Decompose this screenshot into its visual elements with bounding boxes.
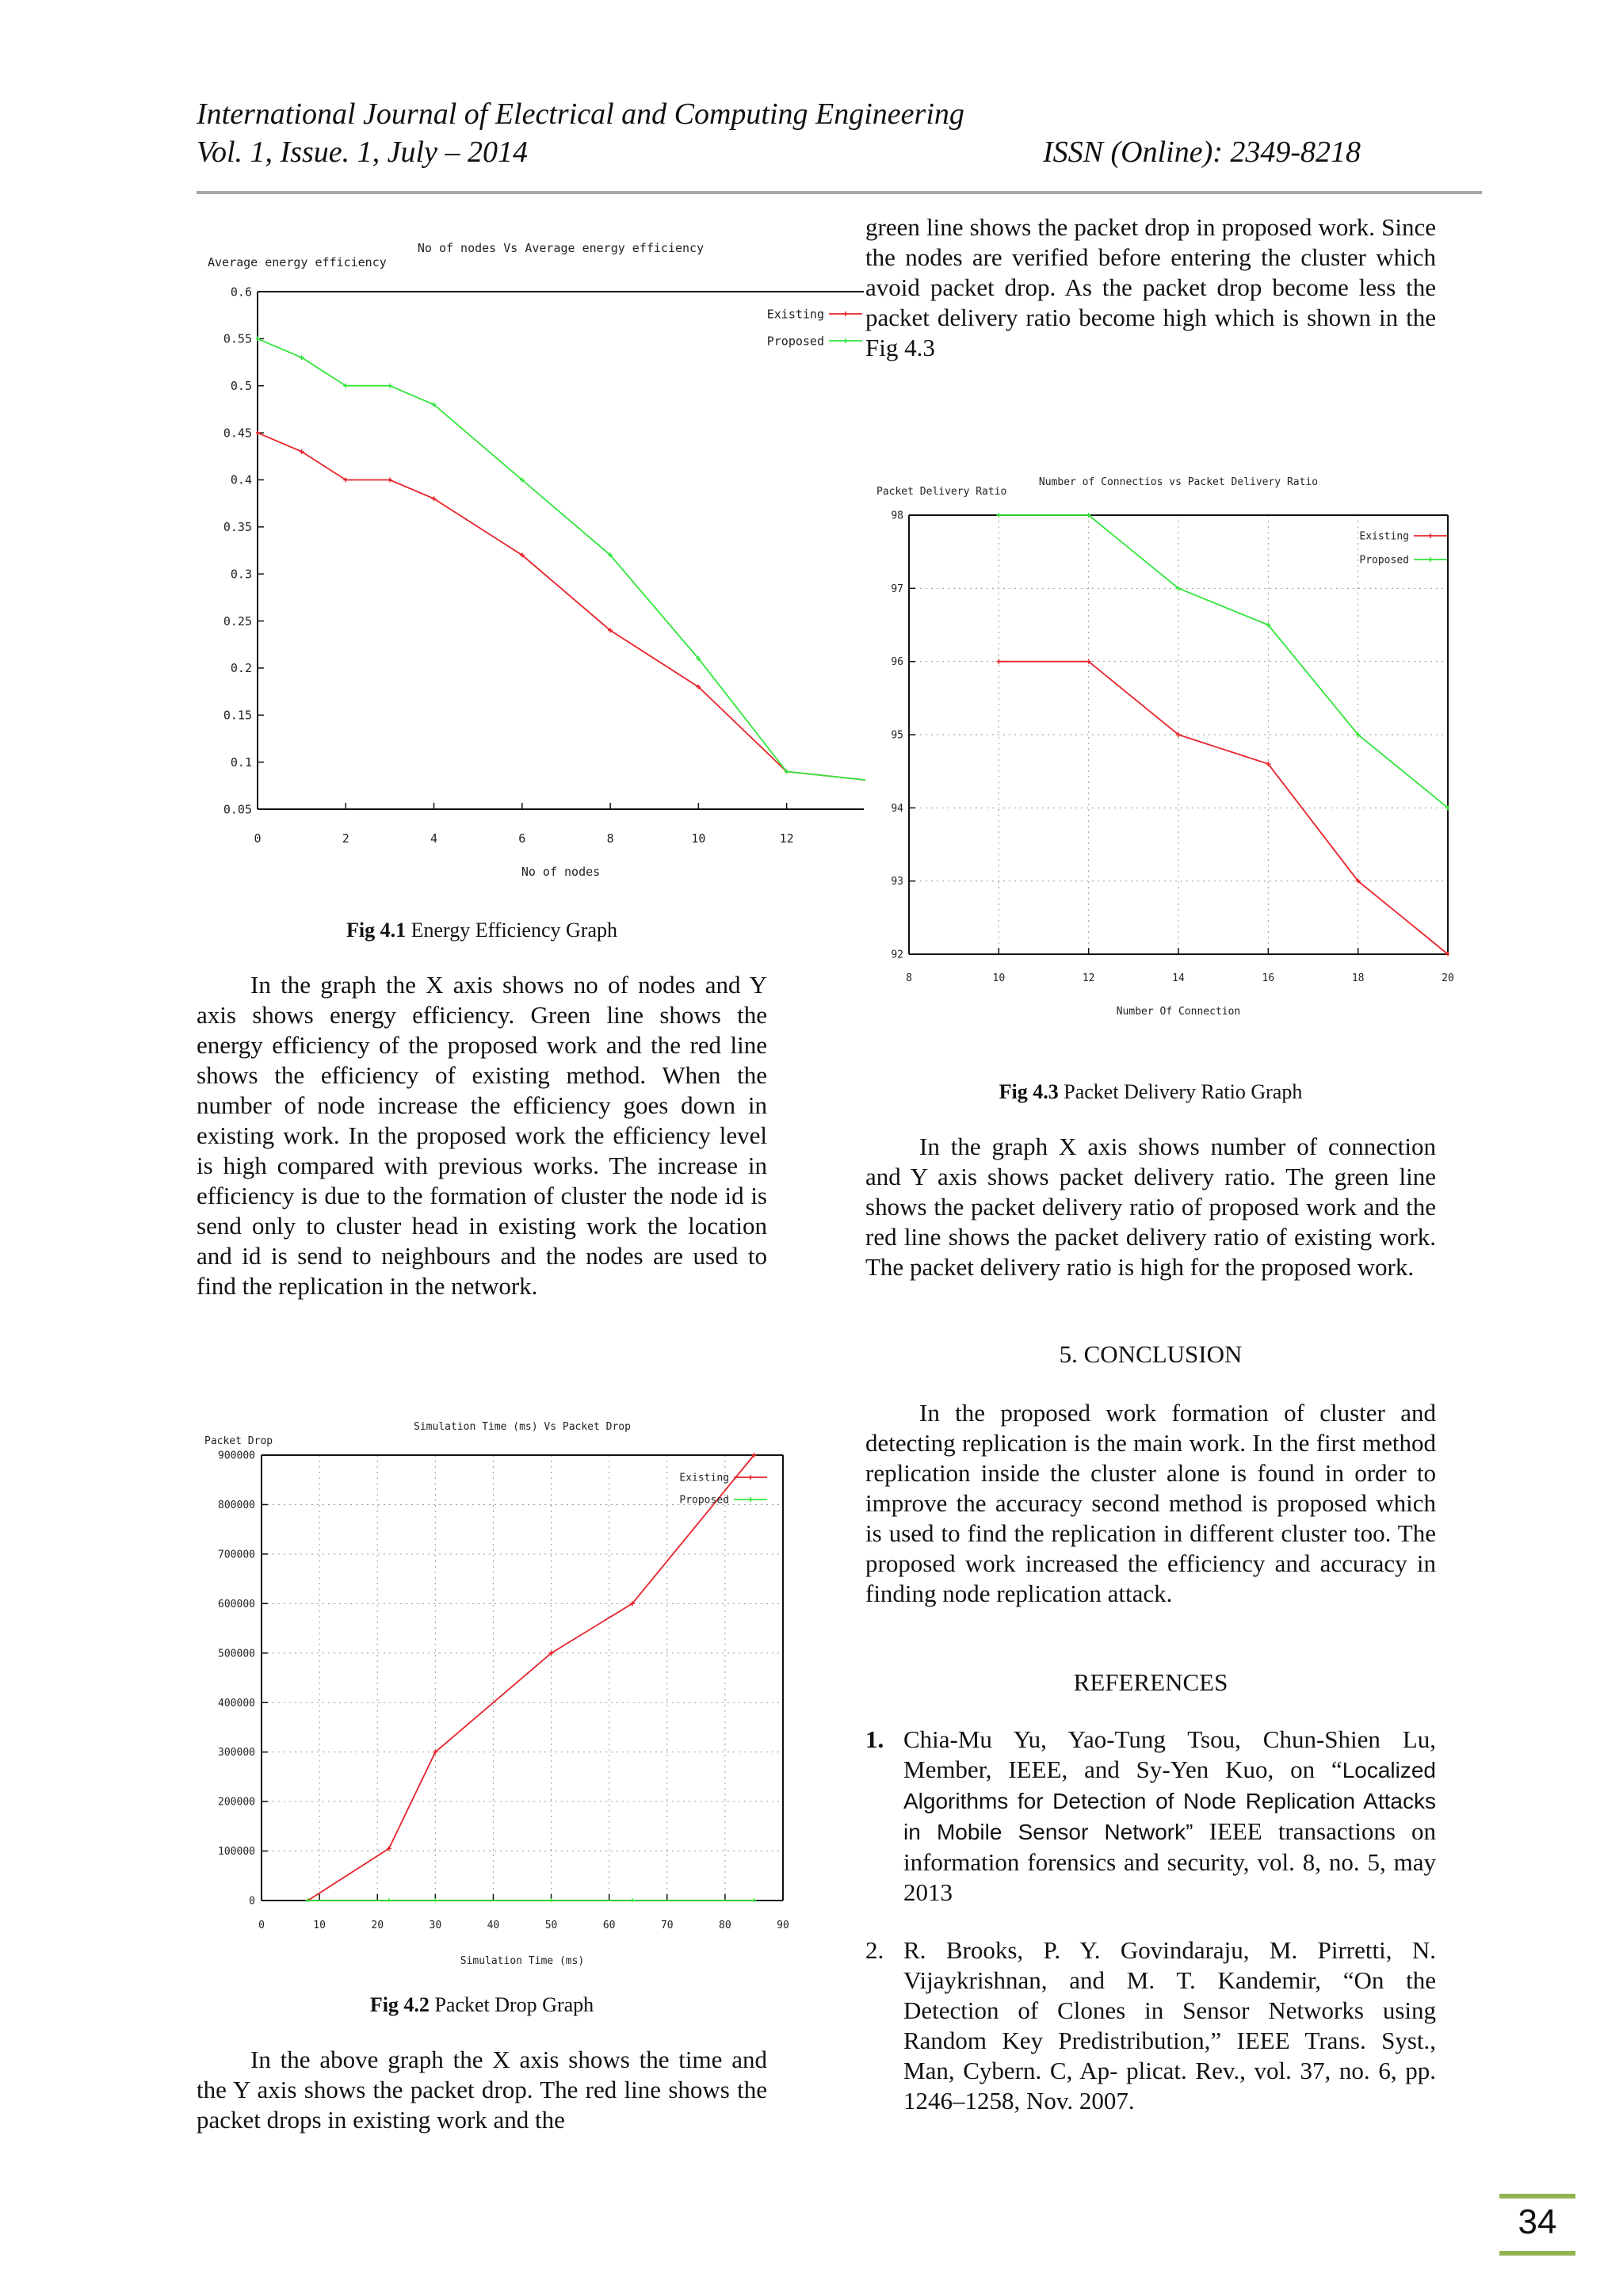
page-number-rule-bottom bbox=[1499, 2251, 1575, 2256]
data-point-proposed bbox=[549, 1898, 554, 1903]
x-tick-label: 0 bbox=[254, 831, 262, 846]
chart-title: Number of Connectios vs Packet Delivery Ratio bbox=[1038, 476, 1319, 488]
chart-svg bbox=[865, 468, 1468, 1022]
series-line-proposed bbox=[258, 338, 865, 781]
series-group bbox=[305, 1453, 756, 1903]
x-tick-label: 8 bbox=[606, 831, 614, 846]
y-tick-label: 0.05 bbox=[223, 802, 252, 817]
x-tick-label: 30 bbox=[429, 1920, 442, 1931]
x-tick-label: 60 bbox=[602, 1920, 616, 1931]
legend-label-proposed: Proposed bbox=[679, 1494, 729, 1507]
chart-title: Simulation Time (ms) Vs Packet Drop bbox=[414, 1421, 631, 1433]
reference-number: 1. bbox=[865, 1725, 884, 1753]
y-tick-label: 96 bbox=[891, 656, 903, 669]
x-axis-label: Number Of Connection bbox=[1116, 1006, 1241, 1018]
fig41-caption bbox=[197, 918, 767, 943]
series-line-existing bbox=[999, 662, 1448, 954]
energy-efficiency-chart bbox=[200, 208, 865, 904]
pdr-paragraph: In the graph X axis shows number of connection and Y axis shows packet delivery ratio. The green line shows the packet delivery ratio of proposed work and the red line shows the packet delivery ratio of existing work. The packet delivery ratio is high for the proposed work. bbox=[865, 1133, 1436, 1281]
y-tick-label: 0.55 bbox=[223, 331, 252, 346]
y-tick-label: 600000 bbox=[218, 1598, 255, 1610]
data-point-proposed bbox=[387, 1898, 391, 1903]
x-tick-label: 12 bbox=[1082, 972, 1095, 984]
chart-svg bbox=[200, 208, 865, 904]
data-point-proposed bbox=[255, 336, 260, 341]
legend-label-proposed: Proposed bbox=[766, 334, 824, 349]
x-tick-label: 2 bbox=[342, 831, 349, 846]
energy-paragraph: In the graph the X axis shows no of nodes and Y axis shows energy efficiency. Green line shows the energy efficiency of the proposed work and the red line shows the efficiency of existing method. When the number of node increase the efficiency goes down in existing work. In the proposed work the efficiency level is high compared with previous works. The increase in efficiency is due to the formation of cluster the node id is send only to cluster head in existing work the location and id is send to neighbours and the nodes are used to find the replication in the network. bbox=[197, 971, 767, 1300]
legend-label-existing: Existing bbox=[1359, 530, 1409, 543]
fig42-caption bbox=[197, 1992, 767, 2018]
fig41-label: Fig 4.1 bbox=[346, 919, 407, 942]
journal-issn: ISSN (Online): 2349-8218 bbox=[1043, 136, 1361, 169]
y-tick-label: 95 bbox=[891, 729, 903, 742]
y-axis-label: Packet Drop bbox=[204, 1435, 273, 1447]
fig43-label: Fig 4.3 bbox=[999, 1080, 1059, 1103]
y-tick-label: 92 bbox=[891, 949, 903, 961]
fig42-label: Fig 4.2 bbox=[369, 1993, 430, 2016]
y-axis-label: Average energy efficiency bbox=[208, 255, 387, 269]
legend-marker-existing bbox=[748, 1475, 753, 1480]
y-tick-label: 0.1 bbox=[230, 755, 252, 770]
x-tick-label: 0 bbox=[258, 1920, 265, 1931]
packet-drop-paragraph-continued: green line shows the packet drop in proposed work. Since the nodes are verified before entering the cluster which avoid packet drop. As the packet drop become less the packet delivery ratio become high which is shown in the Fig 4.3 bbox=[865, 213, 1436, 361]
y-tick-label: 94 bbox=[891, 802, 903, 815]
conclusion-paragraph: In the proposed work formation of cluster and detecting replication is the main work. In the first method replication inside the cluster alone is found in order to improve the accuracy second method is proposed which is used to find the replication in different cluster too. The proposed work increased the efficiency and accuracy in finding node replication attack. bbox=[865, 1399, 1436, 1607]
y-tick-label: 0.15 bbox=[223, 708, 252, 723]
reference-authors: Chia-Mu Yu, Yao-Tung Tsou, Chun-Shien Lu, Member, IEEE, and Sy-Yen Kuo, on “ bbox=[903, 1725, 1436, 1783]
journal-title: International Journal of Electrical and Computing Engineering bbox=[197, 97, 964, 131]
x-tick-label: 18 bbox=[1351, 972, 1365, 984]
y-tick-label: 300000 bbox=[218, 1747, 255, 1759]
x-tick-label: 6 bbox=[518, 831, 526, 846]
legend-marker-proposed bbox=[1428, 557, 1433, 562]
y-tick-label: 0.4 bbox=[230, 472, 252, 487]
y-tick-label: 0.35 bbox=[223, 520, 252, 535]
y-tick-label: 700000 bbox=[218, 1549, 255, 1561]
series-group bbox=[255, 336, 865, 783]
x-tick-label: 8 bbox=[906, 972, 912, 984]
series-line-existing bbox=[308, 1455, 754, 1901]
y-tick-label: 0.2 bbox=[230, 661, 252, 676]
y-tick-label: 0.6 bbox=[230, 285, 252, 300]
y-tick-label: 97 bbox=[891, 583, 903, 595]
references-heading: REFERENCES bbox=[1073, 1668, 1228, 1696]
packet-drop-paragraph: In the above graph the X axis shows the time and the Y axis shows the packet drop. The red line shows the packet drops in existing work and the bbox=[197, 2046, 767, 2134]
x-axis-label: Simulation Time (ms) bbox=[460, 1955, 585, 1967]
reference-text: R. Brooks, P. Y. Govindaraju, M. Pirretti, N. Vijaykrishnan, and M. T. Kandemir, “On the Detection of Clones in Sensor Networks using Random Key Predistribution,” IEEE Trans. Syst., Man, Cybern. C, Ap- plicat. Rev., vol. 37, no. 6, pp. 1246–1258, Nov. 2007. bbox=[903, 1936, 1436, 2115]
y-tick-label: 0.3 bbox=[230, 567, 252, 582]
data-point-existing bbox=[388, 477, 392, 482]
y-tick-label: 0.45 bbox=[223, 426, 252, 441]
y-axis-label: Packet Delivery Ratio bbox=[876, 486, 1007, 498]
x-tick-label: 20 bbox=[371, 1920, 384, 1931]
x-tick-label: 4 bbox=[430, 831, 438, 846]
y-tick-label: 100000 bbox=[218, 1846, 255, 1859]
series-line-existing bbox=[258, 433, 865, 781]
y-tick-label: 93 bbox=[891, 876, 903, 888]
journal-volume: Vol. 1, Issue. 1, July – 2014 bbox=[197, 136, 528, 169]
reference-title: Localized Algorithms for Detection of Node Replication Attacks in Mobile Sensor Network” bbox=[903, 1758, 1436, 1844]
data-point-proposed bbox=[388, 384, 392, 388]
y-tick-label: 800000 bbox=[218, 1499, 255, 1511]
chart-svg bbox=[200, 1408, 790, 1972]
x-tick-label: 16 bbox=[1262, 972, 1275, 984]
data-point-existing bbox=[255, 430, 260, 435]
x-tick-label: 12 bbox=[779, 831, 794, 846]
x-tick-label: 10 bbox=[691, 831, 706, 846]
legend-marker-proposed bbox=[843, 338, 848, 343]
header-rule bbox=[197, 191, 1482, 194]
y-tick-label: 500000 bbox=[218, 1648, 255, 1660]
x-tick-label: 20 bbox=[1442, 972, 1454, 984]
legend-marker-proposed bbox=[748, 1497, 753, 1502]
fig42-caption-text: Packet Drop Graph bbox=[429, 1993, 594, 2016]
reference-number: 2. bbox=[865, 1936, 884, 1964]
reference-item bbox=[865, 1935, 1436, 2116]
fig41-caption-text: Energy Efficiency Graph bbox=[406, 919, 617, 942]
data-point-existing bbox=[996, 659, 1001, 664]
data-point-proposed bbox=[996, 513, 1001, 518]
data-point-proposed bbox=[751, 1898, 756, 1903]
y-tick-label: 0 bbox=[249, 1895, 255, 1908]
y-tick-label: 0.25 bbox=[223, 613, 252, 628]
legend-marker-existing bbox=[843, 311, 848, 316]
x-tick-label: 80 bbox=[719, 1920, 731, 1931]
legend-marker-existing bbox=[1428, 533, 1433, 538]
fig43-caption-text: Packet Delivery Ratio Graph bbox=[1058, 1080, 1303, 1103]
reference-item bbox=[865, 1725, 1436, 1908]
fig43-caption bbox=[865, 1079, 1436, 1105]
x-tick-label: 14 bbox=[1172, 972, 1185, 984]
chart-title: No of nodes Vs Average energy efficiency bbox=[417, 241, 705, 255]
data-point-proposed bbox=[433, 1898, 437, 1903]
x-axis-label: No of nodes bbox=[521, 865, 601, 879]
x-tick-label: 90 bbox=[777, 1920, 789, 1931]
y-tick-label: 0.5 bbox=[230, 378, 252, 393]
legend-label-existing: Existing bbox=[679, 1472, 729, 1484]
data-point-proposed bbox=[630, 1898, 635, 1903]
x-tick-label: 70 bbox=[660, 1920, 674, 1931]
packet-drop-chart bbox=[200, 1408, 790, 1972]
x-tick-label: 10 bbox=[313, 1920, 326, 1931]
x-tick-label: 40 bbox=[487, 1920, 500, 1931]
conclusion-heading: 5. CONCLUSION bbox=[1059, 1340, 1243, 1368]
legend-label-proposed: Proposed bbox=[1359, 554, 1409, 567]
packet-delivery-ratio-chart bbox=[865, 468, 1468, 1022]
x-tick-label: 50 bbox=[544, 1920, 558, 1931]
y-tick-label: 200000 bbox=[218, 1796, 255, 1809]
page-number: 34 bbox=[1518, 2202, 1557, 2241]
legend-label-existing: Existing bbox=[766, 307, 824, 322]
x-tick-label: 10 bbox=[992, 972, 1006, 984]
reference-venue: IEEE transactions on information forensics and security, vol. 8, no. 5, may 2013 bbox=[903, 1817, 1437, 1906]
y-tick-label: 400000 bbox=[218, 1697, 255, 1710]
y-tick-label: 98 bbox=[891, 510, 903, 522]
y-tick-label: 900000 bbox=[218, 1450, 255, 1462]
